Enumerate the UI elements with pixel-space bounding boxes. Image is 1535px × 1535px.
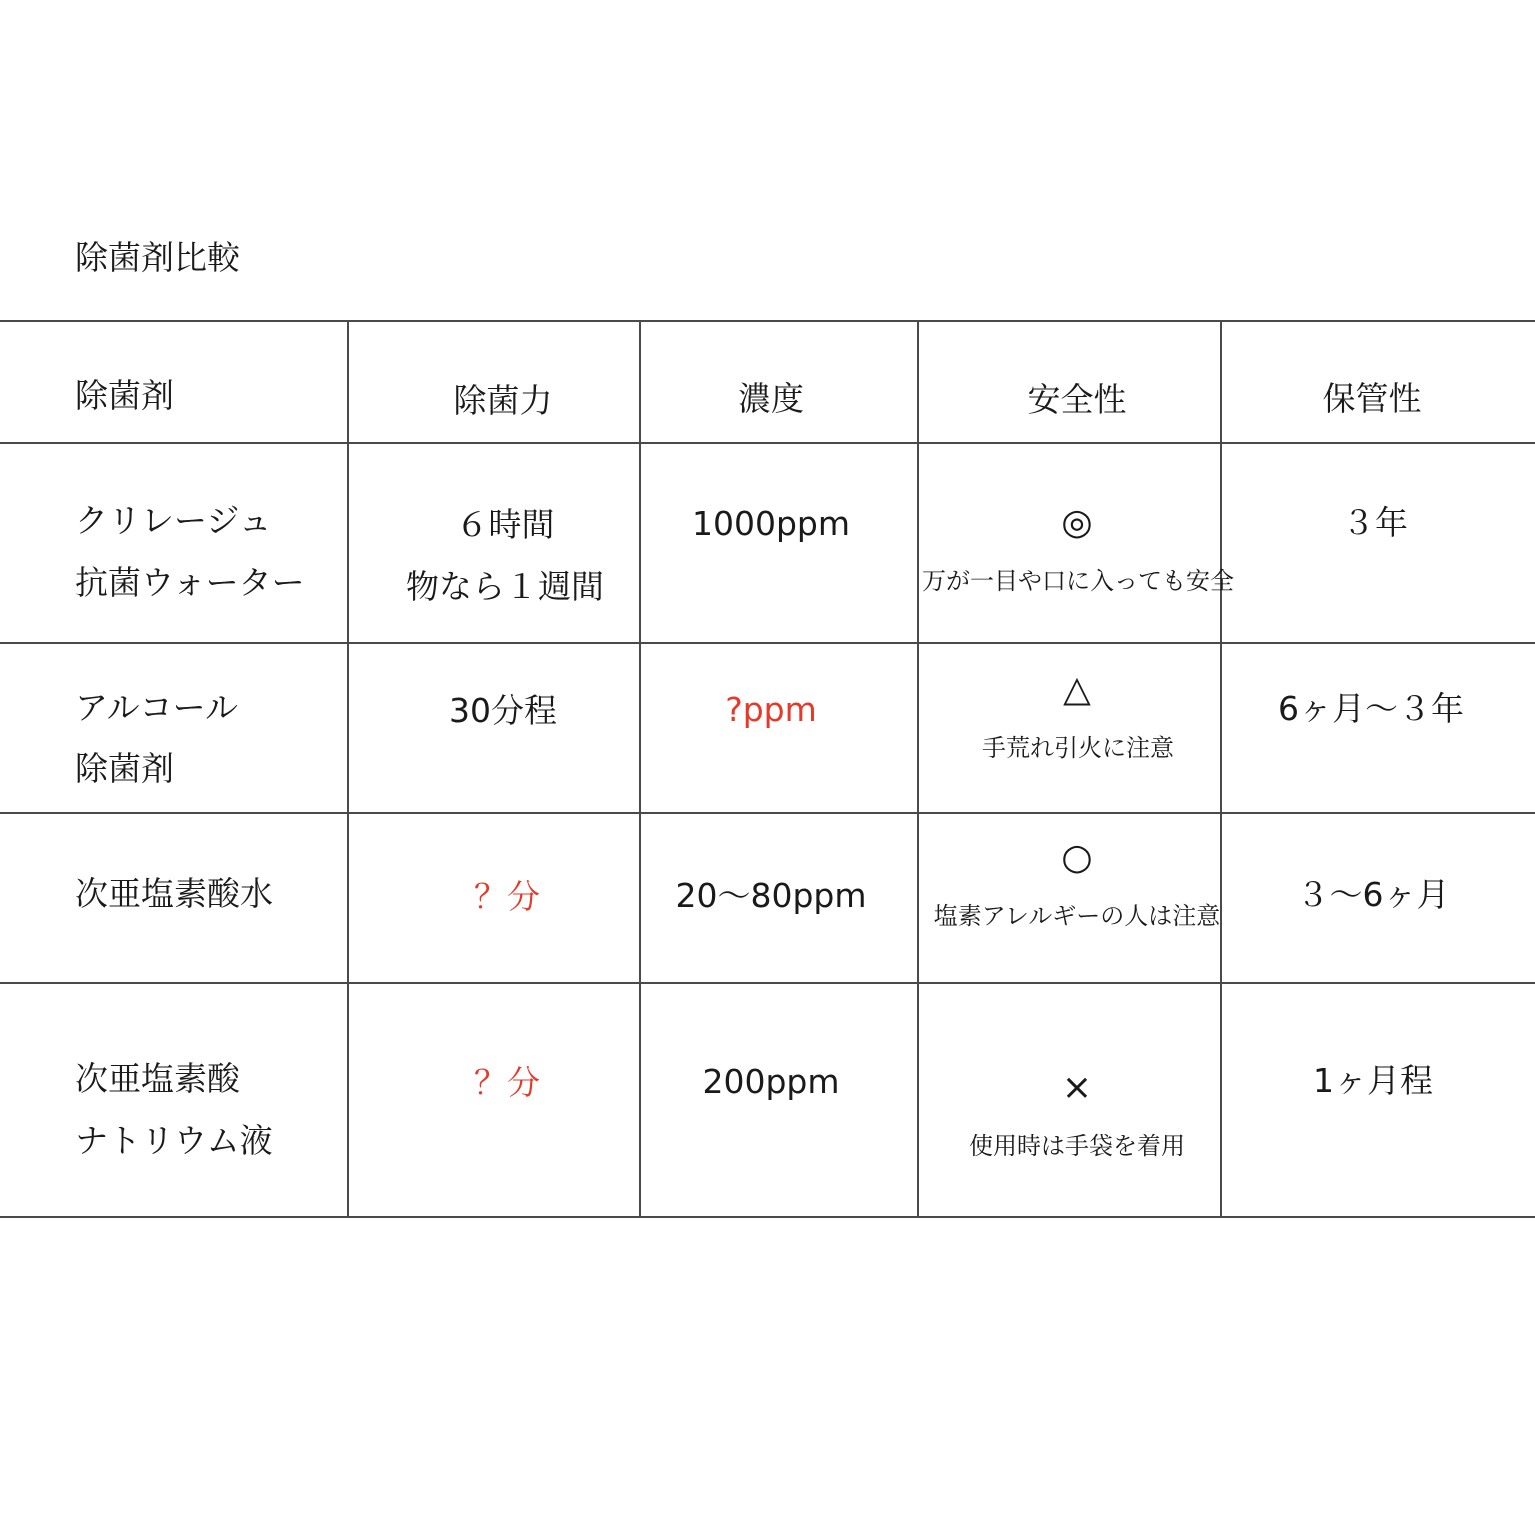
safety-symbol: ○ — [1061, 837, 1093, 878]
storage-value: ３～6ヶ月 — [1296, 875, 1450, 914]
page-title: 除菌剤比較 — [75, 238, 240, 277]
concentration-value: ?ppm — [725, 690, 817, 729]
power-line1: 30分程 — [449, 691, 557, 730]
safety-symbol: × — [1061, 1067, 1093, 1108]
column-divider — [639, 320, 641, 1218]
safety-note: 手荒れ引火に注意 — [982, 734, 1174, 762]
storage-value: ３年 — [1342, 503, 1408, 542]
safety-note: 万が一目や口に入っても安全 — [922, 567, 1234, 595]
row-divider — [0, 982, 1535, 984]
power-line1: ６時間 — [455, 505, 555, 544]
concentration-value: 200ppm — [702, 1062, 840, 1101]
header-storage: 保管性 — [1322, 379, 1422, 418]
column-divider — [917, 320, 919, 1218]
concentration-value: 20～80ppm — [675, 876, 867, 915]
agent-name-line1: アルコール — [75, 688, 239, 727]
agent-name-line2: 除菌剤 — [75, 749, 174, 788]
power-line2: 物なら１週間 — [406, 567, 604, 606]
power-line1: ？分 — [474, 877, 540, 916]
header-concentration: 濃度 — [738, 379, 804, 418]
storage-value: 6ヶ月～３年 — [1278, 689, 1464, 728]
safety-symbol: △ — [1063, 669, 1091, 710]
header-divider — [0, 442, 1535, 444]
power-line1: ？分 — [474, 1063, 540, 1102]
header-safety: 安全性 — [1027, 380, 1127, 419]
column-divider — [1220, 320, 1222, 1218]
table-border-top — [0, 320, 1535, 322]
safety-note: 使用時は手袋を着用 — [969, 1132, 1185, 1160]
agent-name-line2: ナトリウム液 — [75, 1121, 273, 1160]
column-divider — [347, 320, 349, 1218]
safety-symbol: ◎ — [1061, 502, 1093, 543]
agent-name-line1: クリレージュ — [75, 501, 272, 540]
storage-value: 1ヶ月程 — [1313, 1061, 1433, 1100]
row-divider — [0, 812, 1535, 814]
header-power: 除菌力 — [453, 381, 553, 420]
agent-name-line1: 次亜塩素酸 — [75, 1059, 240, 1098]
safety-note: 塩素アレルギーの人は注意 — [933, 902, 1221, 930]
header-agent: 除菌剤 — [75, 376, 174, 415]
row-divider — [0, 642, 1535, 644]
concentration-value: 1000ppm — [691, 504, 851, 543]
table-border-bottom — [0, 1216, 1535, 1218]
agent-name-line1: 次亜塩素酸水 — [75, 874, 273, 913]
agent-name-line2: 抗菌ウォーター — [75, 563, 305, 602]
